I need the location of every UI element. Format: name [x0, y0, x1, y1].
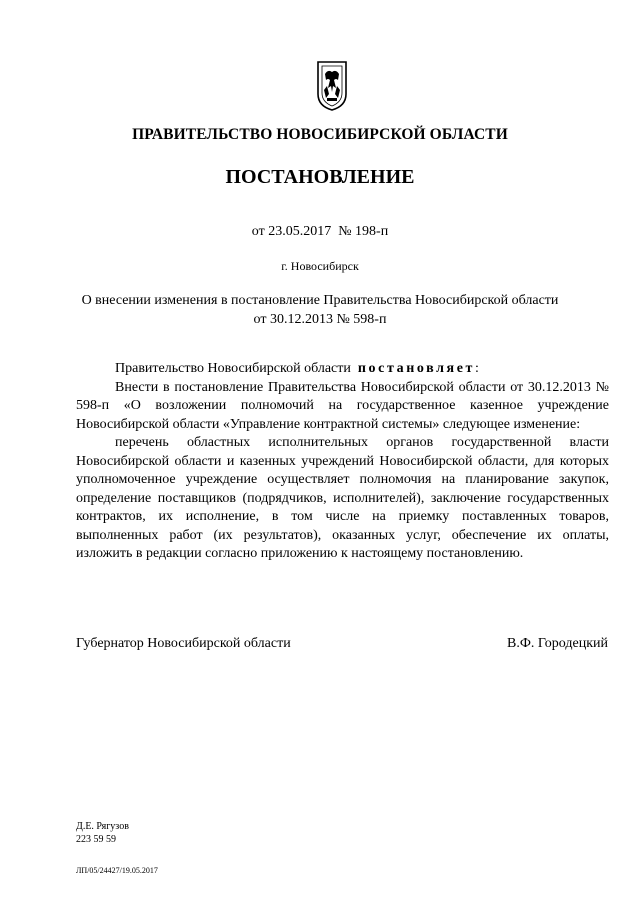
document-subject — [0, 291, 640, 329]
resolution-verb: постановляет — [357, 361, 476, 376]
document-date-number: от 23.05.2017 № 198-п — [251, 224, 389, 239]
signatory-position: Губернатор Новосибирской области — [76, 636, 291, 651]
executor-block — [76, 820, 129, 846]
document-body — [76, 360, 609, 564]
coat-of-arms-icon — [316, 60, 348, 112]
resolution-subject: Правительство Новосибирской области — [115, 361, 351, 376]
organization-name: ПРАВИТЕЛЬСТВО НОВОСИБИРСКОЙ ОБЛАСТИ — [132, 126, 508, 143]
body-paragraph-2: Внести в постановление Правительства Новосибирской области от 30.12.2013 № 598-п «О возложении полномочий на государственное казенное учреждение Новосибирской области «Управление контрактной системы» следующее изменение: — [76, 379, 609, 432]
registration-number: ЛП/05/24427/19.05.2017 — [76, 866, 158, 875]
body-paragraph-1 — [76, 360, 609, 379]
subject-line-1: О внесении изменения в постановление Правительства Новосибирской области — [81, 293, 559, 308]
executor-name: Д.Е. Рягузов — [76, 821, 129, 832]
body-paragraph-3: перечень областных исполнительных органов государственной власти Новосибирской области и казенных учреждений Новосибирской области, для которых уполномоченное учреждение осуществляет полномочия на планирование закупок, определение поставщиков (подрядчиков, исполнителей), заключение государственных контрактов, их исполнение, в том числе на приемку поставленных товаров, выполненных работ (их результатов), оказанных услуг, обеспечение их оплаты, изложить в редакции согласно приложению к настоящему постановлению. — [76, 435, 609, 561]
subject-line-2: от 30.12.2013 № 598-п — [253, 312, 387, 327]
signatory-name: В.Ф. Городецкий — [507, 636, 608, 651]
document-city: г. Новосибирск — [281, 259, 359, 273]
resolution-colon: : — [475, 361, 479, 376]
document-type: ПОСТАНОВЛЕНИЕ — [225, 166, 415, 188]
executor-phone: 223 59 59 — [76, 834, 116, 845]
